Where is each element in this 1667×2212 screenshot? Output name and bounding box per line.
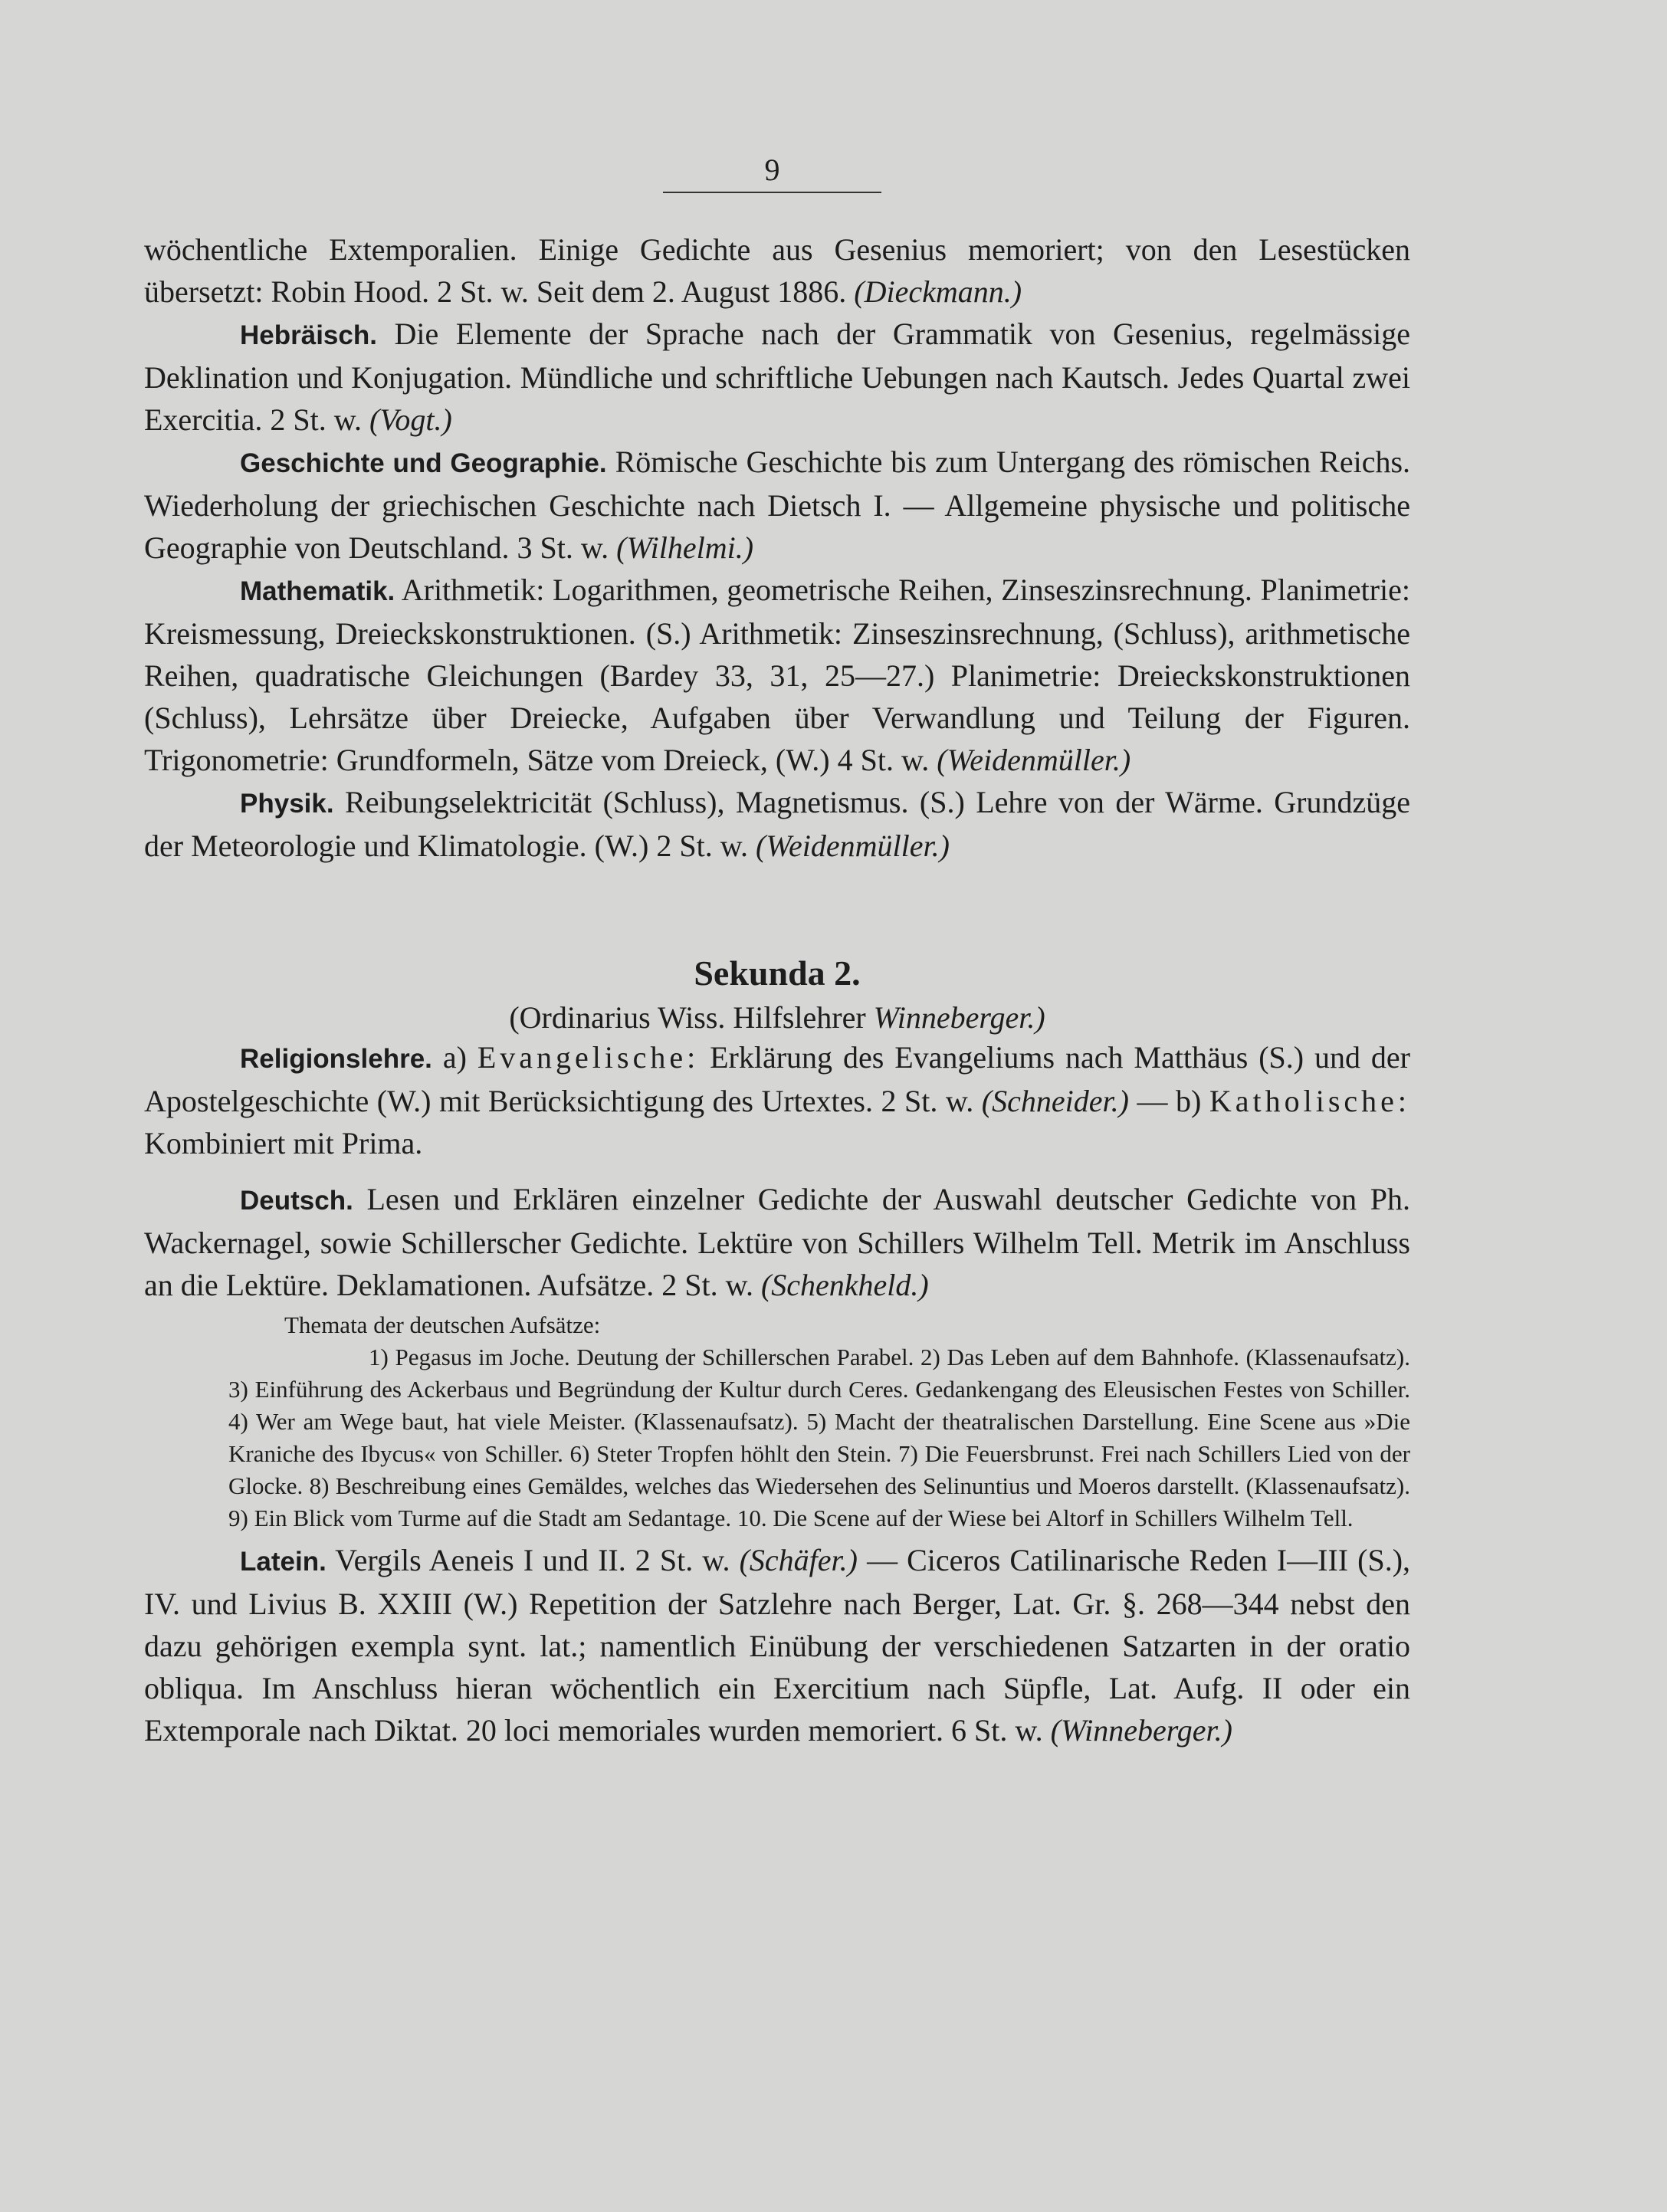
teacher-name: (Winneberger.)	[1050, 1713, 1232, 1748]
hebraeisch-paragraph	[144, 313, 1410, 441]
themata-block	[144, 1309, 1410, 1534]
continuation-paragraph	[144, 228, 1410, 313]
subject-text: Arithmetik: Logarithmen, geometrische Reihen, Zinseszinsrechnung. Planimetrie: Kreismessung, Dreieckskonstruktionen. (S.) Arithmetik: Zinseszinsrechnung, (Schluss), arithmetische Reihen, quadratische Gleichungen (Bardey 33, 31, 25—27.) Planimetrie: Dreieckskonstruktionen (Schluss), Lehrsätze über Dreiecke, Aufgaben über Verwandlung und Teilung der Figuren. Trigonometrie: Grundformeln, Sätze vom Dreieck, (W.) 4 St. w.	[144, 573, 1410, 777]
subject-heading: Latein.	[240, 1547, 327, 1577]
physik-paragraph	[144, 781, 1410, 867]
spaced-term: Evangelische:	[477, 1040, 700, 1075]
ordinarius-label: (Ordinarius Wiss. Hilfslehrer	[509, 1000, 866, 1035]
item-label: a)	[442, 1040, 467, 1075]
section-title: Sekunda 2.	[694, 953, 861, 993]
spaced-term: Katholische:	[1209, 1084, 1411, 1118]
subject-text: Vergils Aeneis I und II. 2 St. w.	[335, 1543, 730, 1577]
teacher-name: (Schneider.)	[981, 1084, 1129, 1118]
teacher-name: (Dieckmann.)	[854, 274, 1022, 309]
mathematik-paragraph	[144, 569, 1410, 781]
continuation-text: wöchentliche Extemporalien. Einige Gedichte aus Gesenius memoriert; von den Lesestücken übersetzt: Robin Hood. 2 St. w. Seit dem 2. August 1886.	[144, 232, 1410, 309]
teacher-name: (Weidenmüller.)	[756, 829, 950, 863]
subject-heading: Physik.	[240, 789, 334, 819]
teacher-name: (Wilhelmi.)	[616, 530, 754, 565]
subject-heading: Hebräisch.	[240, 320, 377, 350]
page-number-rule	[663, 192, 881, 193]
teacher-name: (Vogt.)	[369, 402, 452, 437]
deutsch-paragraph	[144, 1178, 1410, 1306]
subject-heading: Deutsch.	[240, 1186, 353, 1216]
section-ordinarius	[144, 996, 1410, 1039]
religion-paragraph	[144, 1036, 1410, 1164]
teacher-name: (Schenkheld.)	[760, 1268, 929, 1302]
subject-heading: Religionslehre.	[240, 1044, 432, 1074]
subject-text: Erklärung des Evangeliums nach Matthäus (S.) und der Apostelgeschichte (W.) mit Berücksichtigung des Urtextes. 2 St. w.	[144, 1040, 1410, 1118]
geschichte-paragraph	[144, 441, 1410, 569]
subject-heading: Mathematik.	[240, 576, 395, 606]
subject-heading: Geschichte und Geographie.	[240, 448, 607, 478]
themata-title: Themata der deutschen Aufsätze:	[284, 1311, 601, 1338]
page-number: 9	[764, 153, 780, 187]
subject-text: Kombiniert mit Prima.	[144, 1126, 423, 1160]
subject-text: Die Elemente der Sprache nach der Grammatik von Gesenius, regelmässige Deklination und Konjugation. Mündliche und schriftliche Uebungen nach Kautsch. Jedes Quartal zwei Exercitia. 2 St. w.	[144, 317, 1411, 437]
teacher-name: (Schäfer.)	[739, 1543, 858, 1577]
subject-text: Römische Geschichte bis zum Untergang des römischen Reichs. Wiederholung der griechischen Geschichte nach Dietsch I. — Allgemeine physische und politische Geographie von Deutschland. 3 St. w.	[144, 445, 1411, 565]
teacher-name: (Weidenmüller.)	[937, 743, 1131, 777]
subject-text: — Ciceros Catilinarische Reden I—III (S.), IV. und Livius B. XXIII (W.) Repetition der Satzlehre nach Berger, Lat. Gr. §. 268—344 nebst den dazu gehörigen exempla synt. lat.; namentlich Einübung der verschiedenen Satzarten in der oratio obliqua. Im Anschluss hieran wöchentlich ein Exercitium nach Süpfle, Lat. Aufg. II oder ein Extemporale nach Diktat. 20 loci memoriales wurden memoriert. 6 St. w.	[144, 1543, 1411, 1748]
latein-paragraph	[144, 1539, 1410, 1751]
section-header	[144, 950, 1410, 1039]
ordinarius-name: Winneberger.)	[873, 1000, 1045, 1035]
upper-text-block	[144, 228, 1410, 867]
item-label: — b)	[1137, 1084, 1202, 1118]
subject-text: Reibungselektricität (Schluss), Magnetismus. (S.) Lehre von der Wärme. Grundzüge der Meteorologie und Klimatologie. (W.) 2 St. w.	[144, 785, 1410, 863]
lower-text-block	[144, 1036, 1410, 1751]
themata-list: 1) Pegasus im Joche. Deutung der Schillerschen Parabel. 2) Das Leben auf dem Bahnhofe. (Klassenaufsatz). 3) Einführung des Ackerbaus und Begründung der Kultur durch Ceres. Gedankengang des Eleusischen Festes von Schiller. 4) Wer am Wege baut, hat viele Meister. (Klassenaufsatz). 5) Macht der theatralischen Darstellung. Eine Scene aus »Die Kraniche des Ibycus« von Schiller. 6) Steter Tropfen höhlt den Stein. 7) Die Feuersbrunst. Frei nach Schillers Lied von der Glocke. 8) Beschreibung eines Gemäldes, welches das Wiedersehen des Selinuntius und Moeros darstellt. (Klassenaufsatz). 9) Ein Blick vom Turme auf die Stadt am Sedantage. 10. Die Scene auf der Wiese bei Altorf in Schillers Wilhelm Tell.	[228, 1344, 1410, 1531]
subject-text: Lesen und Erklären einzelner Gedichte der Auswahl deutscher Gedichte von Ph. Wackernagel, sowie Schillerscher Gedichte. Lektüre von Schillers Wilhelm Tell. Metrik im Anschluss an die Lektüre. Deklamationen. Aufsätze. 2 St. w.	[144, 1182, 1411, 1302]
